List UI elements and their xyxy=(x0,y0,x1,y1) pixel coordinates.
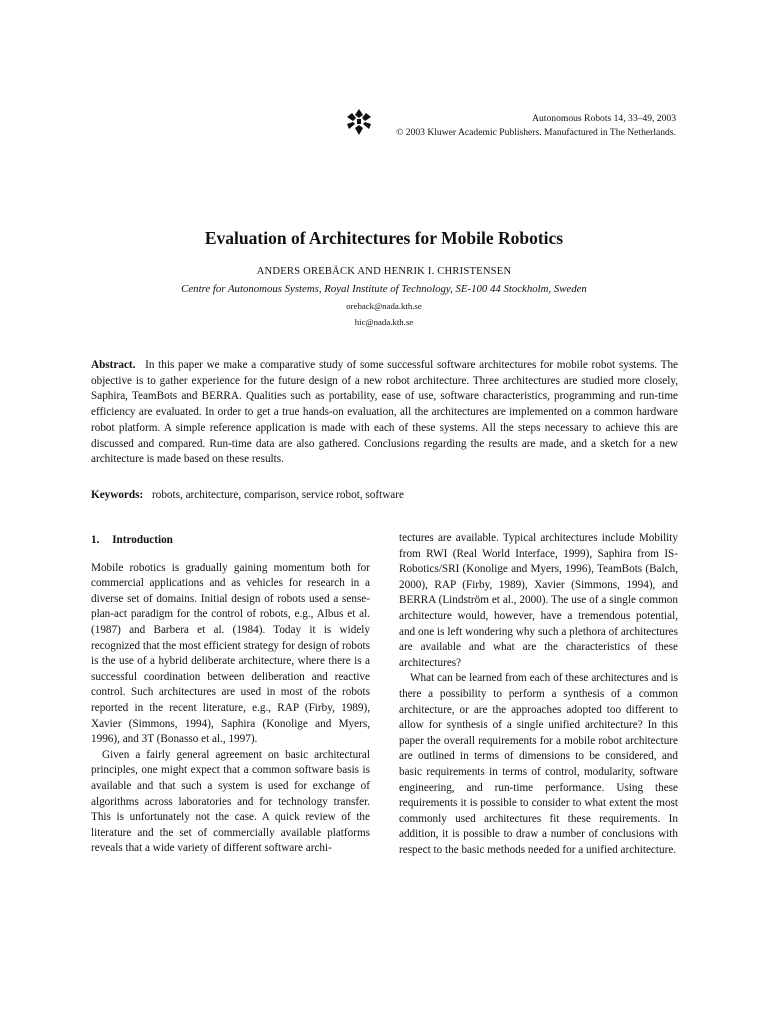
author-list: ANDERS OREBÄCK AND HENRIK I. CHRISTENSEN xyxy=(256,266,512,277)
paper-title: Evaluation of Architectures for Mobile Robotics xyxy=(204,228,564,248)
section-heading xyxy=(91,533,370,549)
publisher-logo-icon xyxy=(347,109,371,135)
section-number: 1. xyxy=(91,534,100,546)
keywords-text: robots, architecture, comparison, service robot, software xyxy=(152,489,404,501)
right-column xyxy=(399,531,678,858)
section-title: Introduction xyxy=(112,534,173,546)
abstract xyxy=(91,358,678,468)
journal-header xyxy=(396,112,676,140)
keywords-label: Keywords: xyxy=(91,489,144,501)
author-email-1: oreback@nada.kth.se xyxy=(346,301,422,311)
body-paragraph: Mobile robotics is gradually gaining momentum both for commercial applications and as vehicles for research in a diverse set of domains. Initial design of robots used a sense-plan-act paradigm for the control of robots, e.g., Albus et al. (1987) and Barbera et al. (1984). Today it is widely recognized that the most efficient strategy for design of robots is the use of a hybrid deliberate architecture, where there is a successful coordination between deliberation and reactive control. Such architectures are used in most of the robots reported in the recent literature, e.g., RAP (Firby, 1989), Xavier (Simmons, 1994), Saphira (Konolige and Myers, 1996), and 3T (Bonasso et al., 1997). xyxy=(91,561,370,746)
copyright-notice: © 2003 Kluwer Academic Publishers. Manufactured in The Netherlands. xyxy=(396,127,676,138)
body-paragraph: Given a fairly general agreement on basic architectural principles, one might expect that a common software basis is available and that such a system is used for exchange of algorithms across laboratories and for technology transfer. This is unfortunately not the case. A quick review of the literature and the set of commercially available platforms reveals that a wide variety of different software archi- xyxy=(91,748,370,855)
keywords xyxy=(91,489,678,501)
affiliation: Centre for Autonomous Systems, Royal Institute of Technology, SE-100 44 Stockholm, Sweden xyxy=(181,283,587,295)
author-email-2: hic@nada.kth.se xyxy=(354,317,414,327)
body-paragraph: tectures are available. Typical architectures include Mobility from RWI (Real World Interface, 1999), Saphira from IS-Robotics/SRI (Konolige and Myers, 1996), TeamBots (Balch, 2000), RAP (Firby, 1989), Xavier (Simmons, 1994), and BERRA (Lindström et al., 2000). The use of a single common architecture would, however, have a tremendous potential, and one is left wondering why such a plethora of architectures are available and what are the characteristics of these architectures? xyxy=(399,532,678,669)
abstract-label: Abstract. xyxy=(91,359,136,371)
left-column xyxy=(91,533,370,857)
abstract-text: In this paper we make a comparative study of some successful software architectures for mobile robot systems. The objective is to gather experience for the future design of a new robot architecture. Three architectures are studied more closely, Saphira, TeamBots and BERRA. Qualities such as portability, ease of use, software characteristics, programming and run-time efficiency are evaluated. In order to get a true hands-on evaluation, all the architectures are implemented on a common hardware robot platform. A simple reference application is made with each of these systems. All the steps necessary to achieve this are discussed and compared. Run-time data are also gathered. Conclusions regarding the results are made, and a sketch for a new architecture is made based on these results. xyxy=(91,359,679,466)
body-paragraph: What can be learned from each of these architectures and is there a possibility to perform a synthesis of a common architecture, or are the approaches adopted too different to allow for synthesis of a single unified architecture? In this paper the overall requirements for a mobile robot architecture are outlined in terms of dimensions to be considered, and basic requirements in terms of control, modularity, software engineering, and run-time performance. Using these requirements it is possible to consider to what extent the most commonly used architectures fit these requirements. In addition, it is possible to draw a number of conclusions with respect to the basic methods needed for a unified architecture. xyxy=(399,672,678,856)
journal-citation: Autonomous Robots 14, 33–49, 2003 xyxy=(532,113,676,124)
